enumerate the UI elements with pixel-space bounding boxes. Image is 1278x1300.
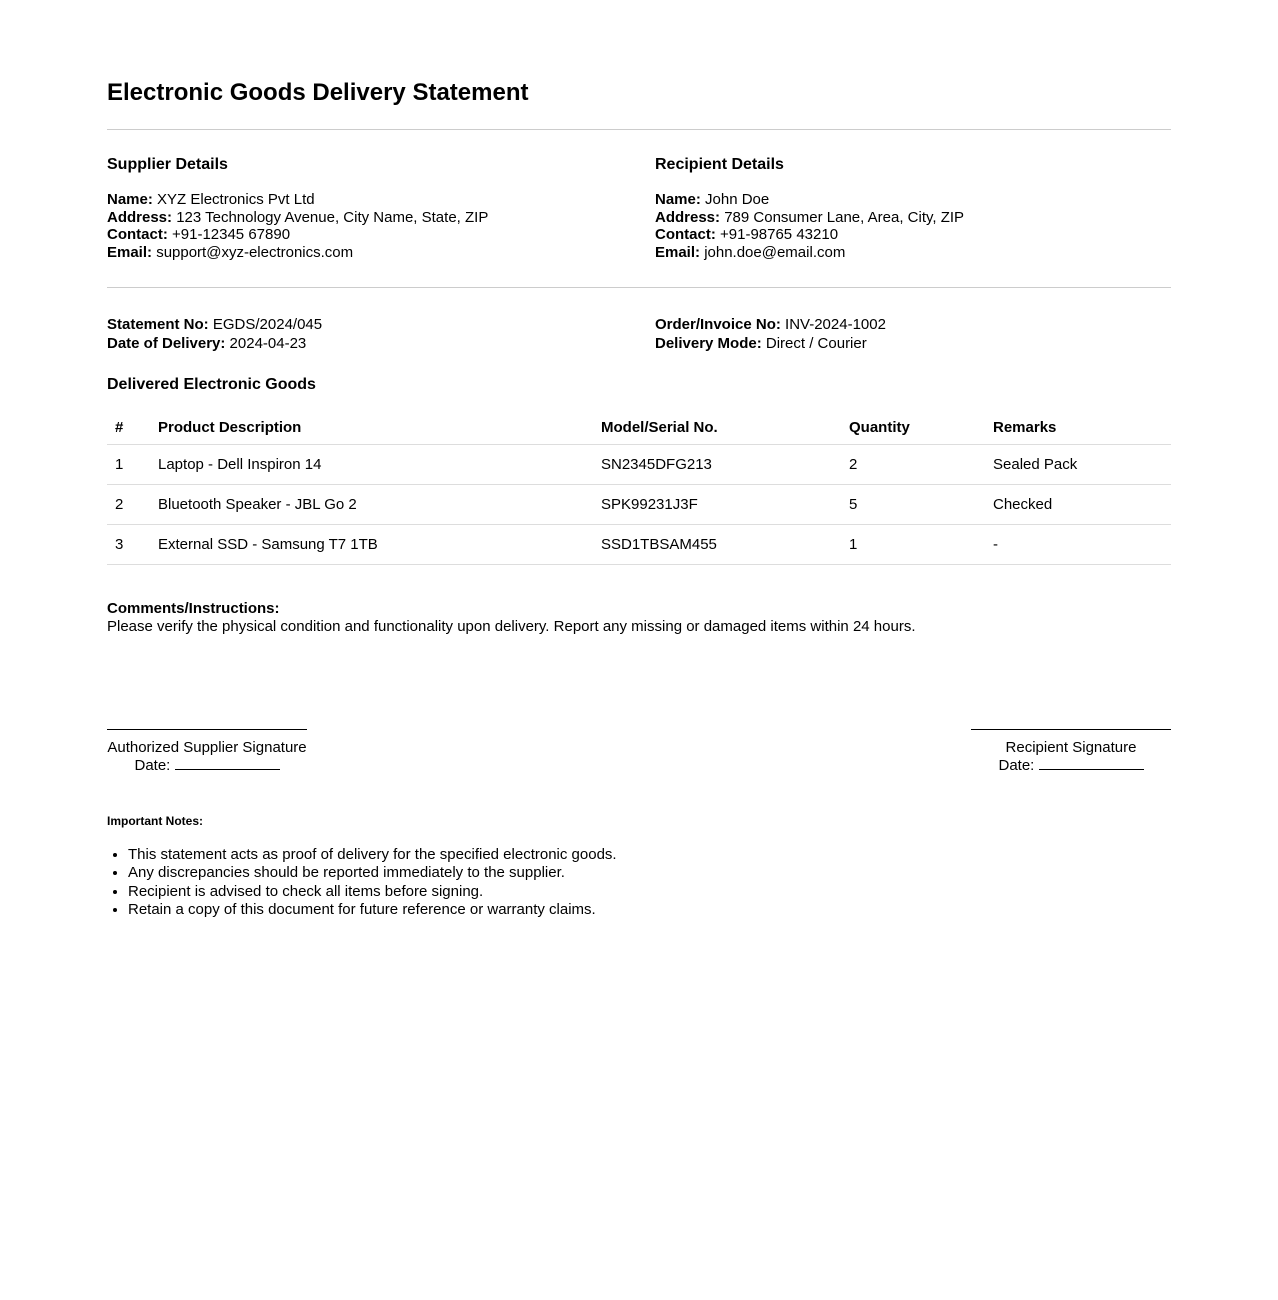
recipient-address-label: Address: (655, 208, 721, 226)
recipient-signature-date (971, 757, 1171, 775)
recipient-name-label: Name: (655, 190, 701, 208)
recipient-contact-value: +91-98765 43210 (720, 226, 839, 244)
statement-meta-left (107, 315, 639, 353)
column-header-quantity: Quantity (841, 411, 985, 445)
list-item: • This statement acts as proof of delivery for the specified electronic goods. (128, 846, 1171, 864)
list-item: • Any discrepancies should be reported immediately to the supplier. (128, 864, 1171, 882)
cell-number: 3 (107, 525, 150, 565)
statement-no-value: EGDS/2024/045 (212, 315, 323, 333)
cell-remarks: Checked (985, 485, 1171, 525)
recipient-contact-label: Contact: (655, 226, 716, 244)
top-divider (107, 129, 1171, 130)
goods-table (107, 411, 1171, 565)
cell-model: SSD1TBSAM455 (593, 525, 841, 565)
supplier-contact-label: Contact: (107, 226, 168, 244)
recipient-name-line (655, 191, 1171, 209)
cell-description: Laptop - Dell Inspiron 14 (150, 445, 593, 485)
delivery-date-value: 2024-04-23 (229, 334, 307, 352)
statement-meta-section (107, 315, 1171, 353)
goods-table-header (107, 411, 1171, 445)
recipient-email-label: Email: (655, 244, 701, 262)
column-header-description: Product Description (150, 411, 593, 445)
cell-remarks: Sealed Pack (985, 445, 1171, 485)
cell-number: 2 (107, 485, 150, 525)
cell-quantity: 1 (841, 525, 985, 565)
list-item: • Retain a copy of this document for future reference or warranty claims. (128, 901, 1171, 919)
supplier-date-blank-line (175, 757, 280, 770)
cell-model: SN2345DFG213 (593, 445, 841, 485)
recipient-name-value: John Doe (705, 190, 770, 208)
delivery-mode-value: Direct / Courier (765, 334, 867, 352)
supplier-details (107, 156, 639, 262)
goods-heading: Delivered Electronic Goods (107, 375, 316, 393)
recipient-date-blank-line (1039, 757, 1144, 770)
cell-model: SPK99231J3F (593, 485, 841, 525)
statement-meta-right (639, 315, 1171, 353)
recipient-details (639, 156, 1171, 262)
parties-section (107, 156, 1171, 262)
comments-label: Comments/Instructions: (107, 600, 280, 618)
notes-label: Important Notes: (107, 814, 203, 829)
statement-no-label: Statement No: (107, 315, 209, 333)
recipient-signature-block (971, 729, 1171, 775)
cell-remarks: - (985, 525, 1171, 565)
recipient-email-line (655, 244, 1171, 262)
supplier-signature-label: Authorized Supplier Signature (107, 739, 307, 757)
supplier-name-line (107, 191, 639, 209)
page-title: Electronic Goods Delivery Statement (107, 79, 529, 106)
recipient-heading: Recipient Details (655, 155, 784, 173)
header-row (107, 411, 1171, 445)
order-no-line (655, 315, 1171, 334)
table-row (107, 485, 1171, 525)
supplier-date-label: Date: (134, 757, 171, 775)
recipient-address-value: 789 Consumer Lane, Area, City, ZIP (724, 208, 965, 226)
supplier-signature-block (107, 729, 307, 775)
comments-section (107, 600, 1171, 636)
recipient-email-value: john.doe@email.com (704, 244, 846, 262)
meta-divider (107, 287, 1171, 288)
cell-description: External SSD - Samsung T7 1TB (150, 525, 593, 565)
supplier-address-line (107, 209, 639, 227)
notes-section (107, 814, 1171, 919)
supplier-address-label: Address: (107, 208, 173, 226)
delivery-mode-label: Delivery Mode: (655, 334, 762, 352)
supplier-name-label: Name: (107, 190, 153, 208)
column-header-remarks: Remarks (985, 411, 1171, 445)
goods-table-body (107, 445, 1171, 565)
statement-no-line (107, 315, 639, 334)
comments-text: Please verify the physical condition and functionality upon delivery. Report any missing or damaged items within 24 hours. (107, 618, 916, 636)
supplier-contact-line (107, 226, 639, 244)
cell-number: 1 (107, 445, 150, 485)
column-header-model: Model/Serial No. (593, 411, 841, 445)
delivery-date-label: Date of Delivery: (107, 334, 226, 352)
recipient-date-label: Date: (998, 757, 1035, 775)
signatures-section (107, 729, 1171, 775)
recipient-contact-line (655, 226, 1171, 244)
table-row (107, 525, 1171, 565)
supplier-email-label: Email: (107, 244, 153, 262)
order-no-value: INV-2024-1002 (785, 315, 886, 333)
delivery-date-line (107, 334, 639, 353)
column-header-number: # (107, 411, 150, 445)
table-row (107, 445, 1171, 485)
supplier-heading: Supplier Details (107, 155, 228, 173)
cell-description: Bluetooth Speaker - JBL Go 2 (150, 485, 593, 525)
list-item: • Recipient is advised to check all items before signing. (128, 883, 1171, 901)
cell-quantity: 2 (841, 445, 985, 485)
order-no-label: Order/Invoice No: (655, 315, 781, 333)
recipient-signature-label: Recipient Signature (1005, 739, 1137, 757)
recipient-address-line (655, 209, 1171, 227)
supplier-address-value: 123 Technology Avenue, City Name, State, ZIP (176, 208, 489, 226)
recipient-signature-line (971, 729, 1171, 730)
supplier-email-line (107, 244, 639, 262)
supplier-signature-date (107, 757, 307, 775)
supplier-signature-line (107, 729, 307, 730)
supplier-email-value: support@xyz-electronics.com (156, 244, 354, 262)
delivery-mode-line (655, 334, 1171, 353)
supplier-contact-value: +91-12345 67890 (172, 226, 291, 244)
supplier-name-value: XYZ Electronics Pvt Ltd (157, 190, 315, 208)
notes-list (107, 846, 1171, 919)
cell-quantity: 5 (841, 485, 985, 525)
